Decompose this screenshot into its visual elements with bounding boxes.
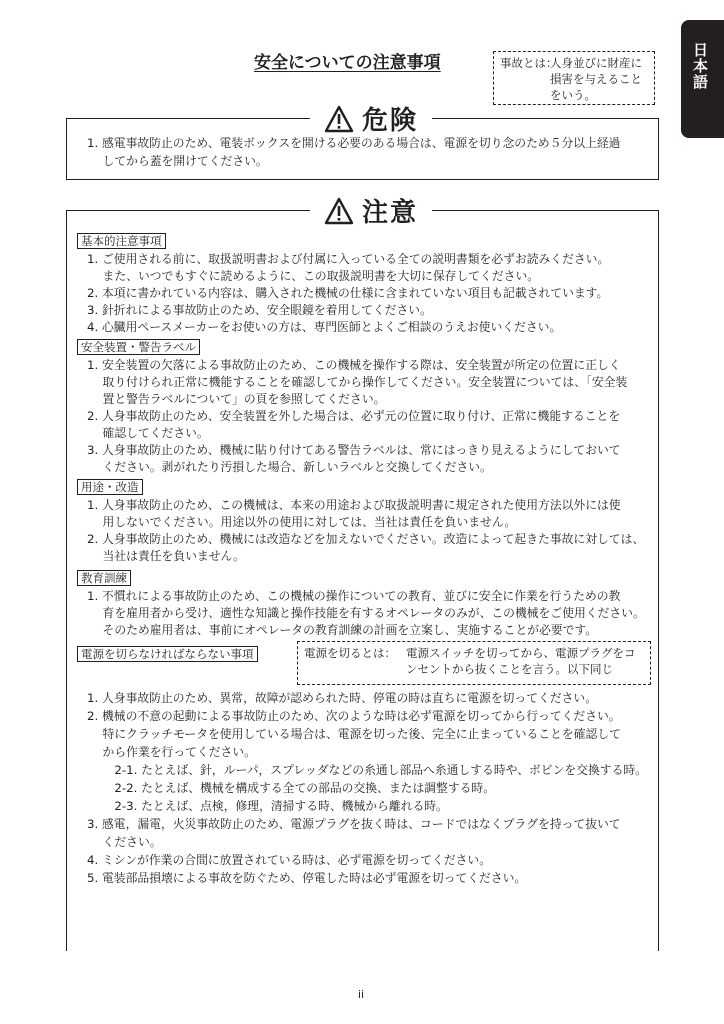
page-number: ii: [358, 988, 365, 1001]
devices-line: 2. 人身事故防止のため、安全装置を外した場合は、必ず元の位置に取り付け、正常に機能することを: [87, 409, 621, 423]
warning-triangle-icon: [324, 105, 354, 133]
power-line: から作業を行ってください。: [87, 745, 256, 759]
section-label-training: 教育訓練: [77, 570, 131, 586]
power-note-term: 電源を切るとは：: [304, 646, 396, 660]
section-label-devices: 安全装置・警告ラベル: [77, 339, 200, 355]
caution-title: 注意: [362, 198, 419, 228]
usage-line: 用しないでください。用途以外の使用に対しては、当社は責任を負いません。: [87, 515, 517, 529]
power-line: 2-3. たとえば、点検，修理，清掃する時、機械から離れる時。: [87, 799, 448, 813]
devices-line: 3. 人身事故防止のため、機械に貼り付けてある警告ラベルは、常にはっきり見えるようにしておいて: [87, 443, 621, 457]
power-line: 特にクラッチモータを使用している場合は、電源を切った後、完全に止まっていることを確認して: [87, 727, 621, 741]
power-line: 4. ミシンが作業の合間に放置されている時は、必ず電源を切ってください。: [87, 853, 492, 867]
accident-note-term: 事故とは：: [500, 56, 558, 70]
power-off-definition-note: [297, 641, 651, 685]
training-line: 1. 不慣れによる事故防止のため、この機械の操作についての教育、並びに安全に作業を行うための教: [87, 589, 621, 603]
power-line: ください。: [87, 835, 162, 849]
power-line: 2-1. たとえば、針，ルーパ，スプレッダなどの糸通し部品へ糸通しする時や、ボビンを交換する時。: [87, 763, 647, 777]
basic-line: 2. 本項に書かれている内容は、購入された機械の仕様に含まれていない項目も記載されています。: [87, 286, 609, 300]
basic-line: 1. ご使用される前に、取扱説明書および付属に入っている全ての説明書類を必ずお読みください。: [87, 252, 610, 266]
caution-heading: [310, 192, 432, 229]
danger-item-line: 1. 感電事故防止のため、電装ボックスを開ける必要のある場合は、電源を切り念のため５分以上経過: [87, 136, 621, 150]
power-line: 3. 感電，漏電，火災事故防止のため、電源プラグを抜く時は、コードではなくプラグを持って抜いて: [87, 817, 621, 831]
section-label-power: 電源を切らなければならない事項: [77, 646, 258, 662]
page-title: 安全についての注意事項: [254, 53, 441, 73]
danger-heading: [310, 100, 432, 137]
devices-line: 1. 安全装置の欠落による事故防止のため、この機械を操作する際は、安全装置が所定の位置に正しく: [87, 358, 621, 372]
devices-line: 置と警告ラベルについて」の頁を参照してください。: [87, 392, 386, 406]
power-note-definition: 電源スイッチを切ってから、電源プラグをコンセントから抜くことを言う。以下同じ: [406, 646, 636, 676]
usage-line: 当社は責任を負いません。: [87, 549, 245, 563]
language-tab-label: 日本語: [691, 42, 709, 90]
devices-line: ください。剥がれたり汚損した場合、新しいラベルと交換してください。: [87, 460, 492, 474]
power-line: 1. 人身事故防止のため、異常，故障が認められた時、停電の時は直ちに電源を切ってください。: [87, 691, 598, 705]
training-line: そのため雇用者は、事前にオペレータの教育訓練の計画を立案し、実施することが必要です。: [87, 623, 598, 637]
accident-definition-note: [493, 51, 655, 105]
basic-line: また、いつでもすぐに読めるように、この取扱説明書を大切に保存してください。: [87, 269, 540, 283]
language-tab: [681, 20, 724, 138]
basic-line: 3. 針折れによる事故防止のため、安全眼鏡を着用してください。: [87, 303, 432, 317]
devices-line: 確認してください。: [87, 426, 209, 440]
section-label-basic: 基本的注意事項: [77, 233, 166, 249]
danger-title: 危険: [362, 106, 419, 136]
power-line: 5. 電装部品損壊による事故を防ぐため、停電した時は必ず電源を切ってください。: [87, 871, 527, 885]
devices-line: 取り付けられ正常に機能することを確認してから操作してください。安全装置については、「安全装: [87, 375, 628, 389]
basic-line: 4. 心臓用ペースメーカーをお使いの方は、専門医師とよくご相談のうえお使いください。: [87, 320, 562, 334]
power-line: 2. 機械の不意の起動による事故防止のため、次のような時は必ず電源を切ってから行ってください。: [87, 709, 621, 723]
caution-box: [66, 198, 659, 951]
accident-note-definition: 人身並びに財産に損害を与えることをいう。: [550, 56, 642, 102]
power-line: 2-2. たとえば、機械を構成する全ての部品の交換、または調整する時。: [87, 781, 496, 795]
danger-item-line: してから蓋を開けてください。: [87, 154, 268, 168]
usage-line: 2. 人身事故防止のため、機械には改造などを加えないでください。改造によって起きた事故に対しては、: [87, 532, 645, 546]
warning-triangle-icon: [324, 197, 354, 225]
usage-line: 1. 人身事故防止のため、この機械は、本来の用途および取扱説明書に規定された使用方法以外には使: [87, 498, 621, 512]
section-label-usage: 用途・改造: [77, 479, 143, 495]
training-line: 育を雇用者から受け、適性な知識と操作技能を有するオペレータのみが、この機械をご使用ください。: [87, 606, 645, 620]
danger-box: [66, 106, 659, 180]
